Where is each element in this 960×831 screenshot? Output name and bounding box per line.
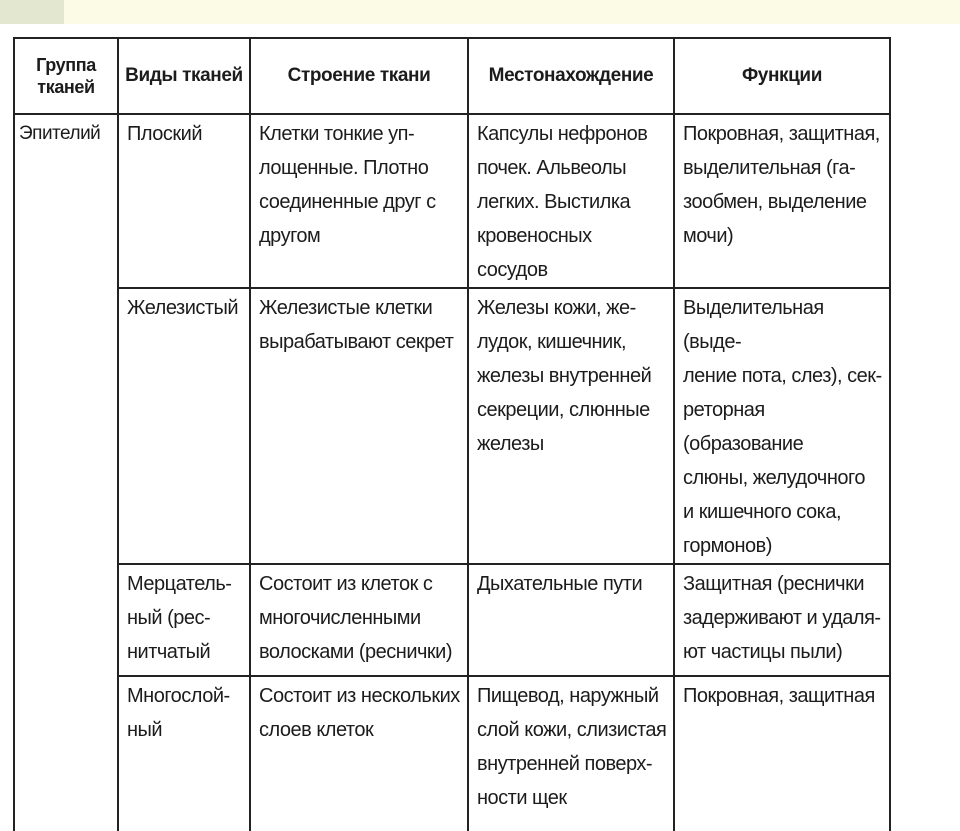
functions-cell: Защитная (реснички задерживают и удаля- ют частицы пыли) [674, 564, 890, 676]
table-row [14, 676, 890, 831]
table-header-row [14, 38, 890, 114]
type-cell: Многослой- ный [118, 676, 250, 831]
header-functions: Функции [674, 38, 890, 114]
structure-cell: Состоит из клеток с многочисленными волосками (реснички) [250, 564, 468, 676]
location-cell: Железы кожи, же- лудок, кишечник, железы внутренней секреции, слюнные железы [468, 288, 674, 564]
group-cell: Эпителий [14, 114, 118, 831]
slide-top-bar [0, 0, 960, 24]
table-row [14, 288, 890, 564]
structure-cell: Состоит из нескольких слоев клеток [250, 676, 468, 831]
structure-cell: Железистые клетки вырабатывают секрет [250, 288, 468, 564]
header-group: Группа тканей [14, 38, 118, 114]
functions-cell: Покровная, защитная [674, 676, 890, 831]
location-cell: Пищевод, наружный слой кожи, слизистая внутренней поверх- ности щек [468, 676, 674, 831]
type-cell: Плоский [118, 114, 250, 288]
type-cell: Мерцатель- ный (рес- нитчатый [118, 564, 250, 676]
structure-cell: Клетки тонкие уп- лощенные. Плотно соединенные друг с другом [250, 114, 468, 288]
header-location: Местонахождение [468, 38, 674, 114]
functions-cell: Покровная, защитная, выделительная (га- зообмен, выделение мочи) [674, 114, 890, 288]
slide-top-accent [0, 0, 64, 24]
functions-cell: Выделительная (выде- ление пота, слез), сек- реторная (образование слюны, желудочного и кишечного сока, гормонов) [674, 288, 890, 564]
table-row [14, 114, 890, 288]
type-cell: Железистый [118, 288, 250, 564]
table-row [14, 564, 890, 676]
tissue-table [13, 37, 891, 831]
header-types: Виды тканей [118, 38, 250, 114]
location-cell: Капсулы нефронов почек. Альвеолы легких. Выстилка кровеносных сосудов [468, 114, 674, 288]
header-structure: Строение ткани [250, 38, 468, 114]
location-cell: Дыхательные пути [468, 564, 674, 676]
